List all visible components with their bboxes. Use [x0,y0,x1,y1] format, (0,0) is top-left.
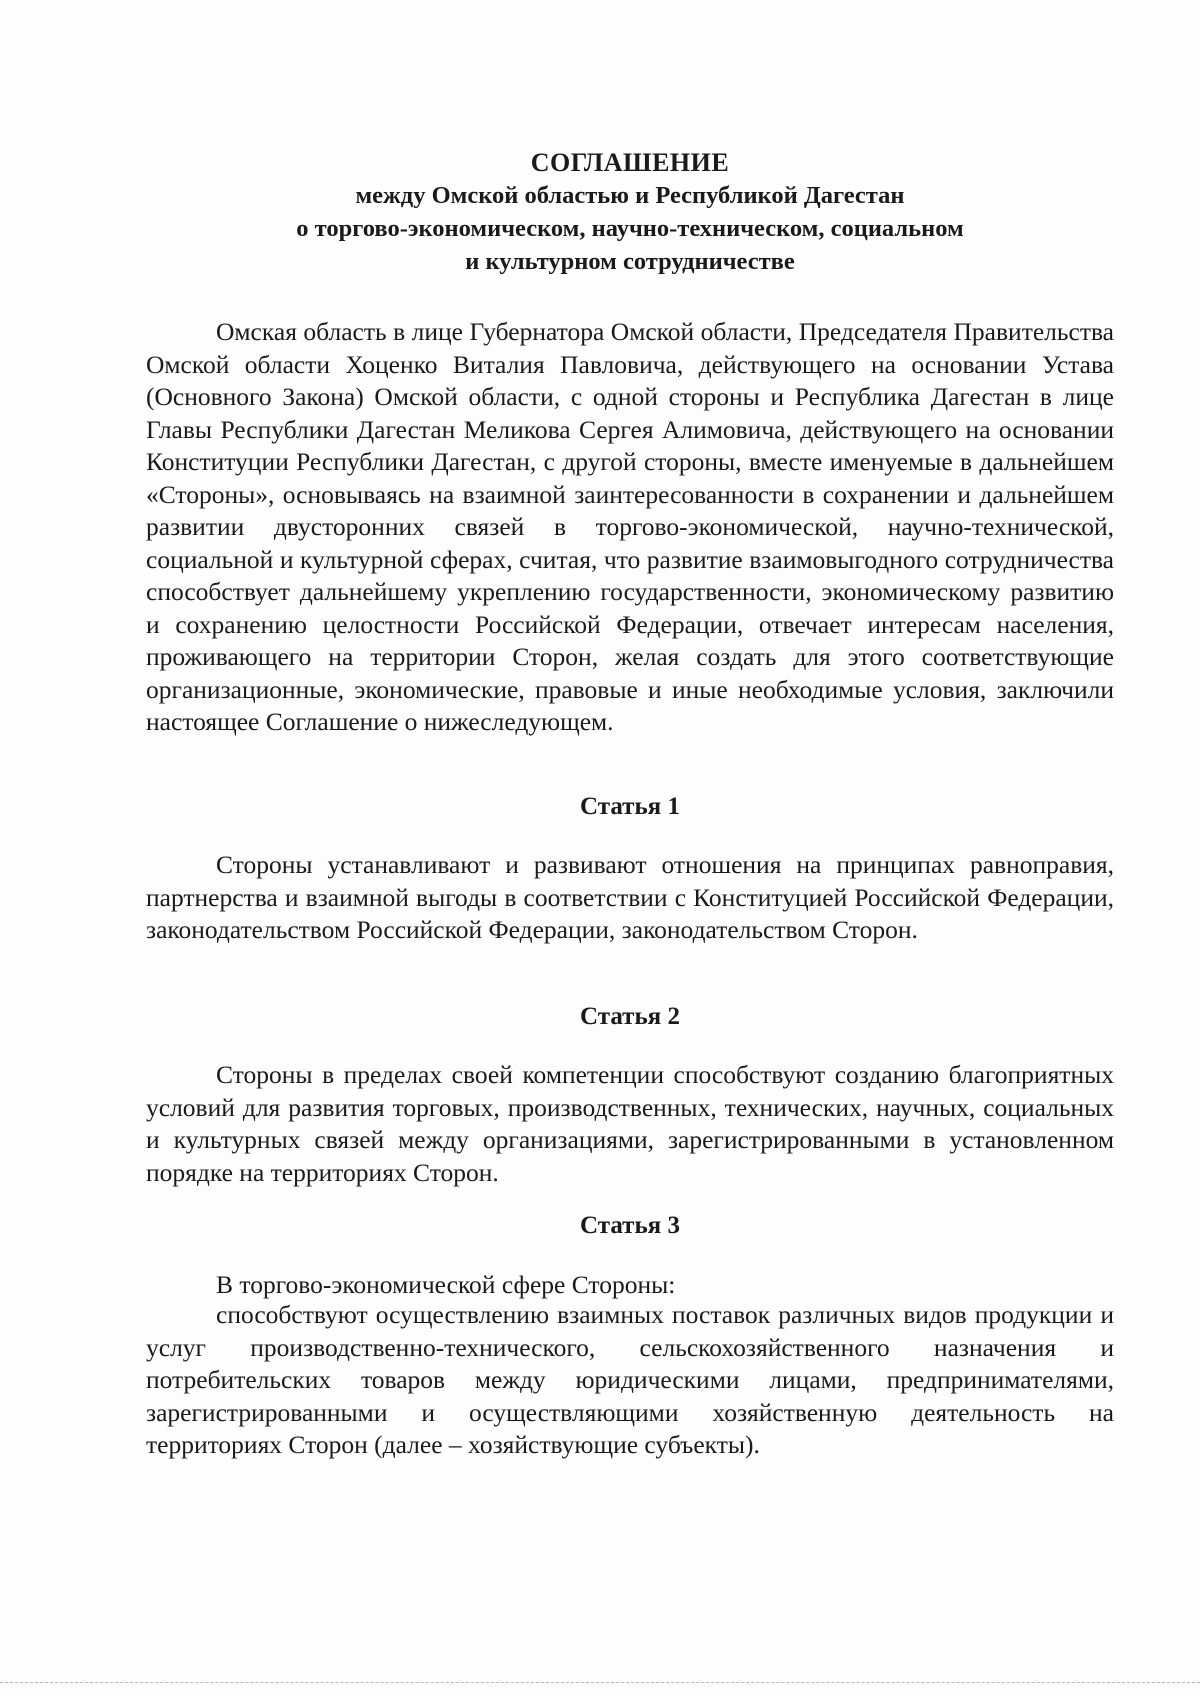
scan-bottom-edge [0,1682,1200,1683]
document-title: СОГЛАШЕНИЕ [530,148,730,177]
document-subtitle-line-2: о торгово-экономическом, научно-техническом, социальном [296,215,964,242]
article-3-heading: Статья 3 [580,1212,680,1239]
preamble-paragraph: Омская область в лице Губернатора Омской области, Председателя Правительства Омской области Хоценко Виталия Павловича, действующего на основании Устава (Основного Закона) Омской области, с одной стороны и Республика Дагестан в лице Главы Республики Дагестан Меликова Сергея Алимовича, действующего на основании Конституции Республики Дагестан, с другой стороны, вместе именуемые в дальнейшем «Стороны», основываясь на взаимной заинтересованности в сохранении и дальнейшем развитии двусторонних связей в торгово-экономической, научно-технической, социальной и культурной сферах, считая, что развитие взаимовыгодного сотрудничества способствует дальнейшему укреплению государственности, экономическому развитию и сохранению целостности Российской Федерации, отвечает интересам населения, проживающего на территории Сторон, желая создать для этого соответствующие организационные, экономические, правовые и иные необходимые условия, заключили настоящее Соглашение о нижеследующем. [146,317,1114,736]
article-1-heading: Статья 1 [580,793,680,820]
document-subtitle-line-3: и культурном сотрудничестве [465,248,795,275]
article-3-paragraph-1: В торгово-экономической сфере Стороны: [216,1270,676,1299]
article-3-paragraph-2: способствуют осуществлению взаимных поставок различных видов продукции и услуг производственно-технического, сельскохозяйственного назначения и потребительских товаров между юридическими лицами, предпринимателями, зарегистрированными и осуществляющими хозяйственную деятельность на территориях Сторон (далее – хозяйствующие субъекты). [146,1300,1114,1459]
document-title-block [150,146,1110,278]
article-1-paragraph: Стороны устанавливают и развивают отношения на принципах равноправия, партнерства и взаимной выгоды в соответствии с Конституцией Российской Федерации, законодательством Российской Федерации, законодательством Сторон. [146,850,1114,944]
document-subtitle-line-1: между Омской областью и Республикой Дагестан [355,182,905,209]
article-2-heading: Статья 2 [580,1003,680,1030]
article-2-paragraph: Стороны в пределах своей компетенции способствуют созданию благоприятных условий для развития торговых, производственных, технических, научных, социальных и культурных связей между организациями, зарегистрированными в установленном порядке на территориях Сторон. [146,1060,1114,1187]
